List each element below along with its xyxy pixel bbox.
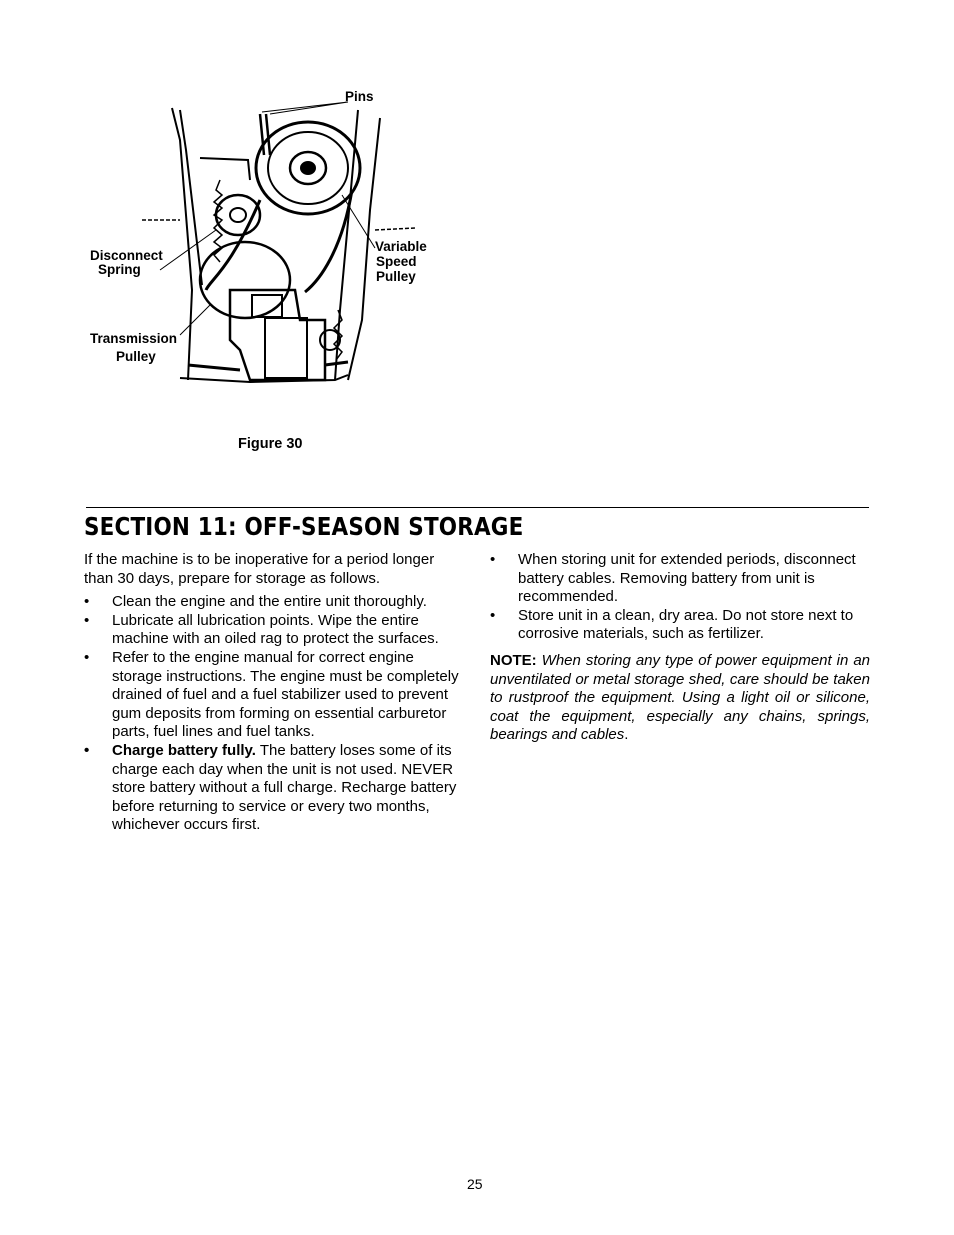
bullet-icon: •	[84, 611, 90, 629]
list-item	[490, 551, 870, 607]
callout-variable-speed-pulley-line3: Pulley	[376, 269, 416, 284]
callout-pins: Pins	[345, 89, 374, 104]
list-item-text: Lubricate all lubrication points. Wipe the entire machine with an oiled rag to protect the surfaces.	[112, 611, 439, 648]
list-item	[490, 607, 870, 644]
frame-crossbar	[200, 158, 250, 180]
callout-transmission-pulley-line1: Transmission	[90, 331, 178, 346]
list-item-text: The battery loses some of its charge each day when the unit is not used. NEVER store battery without a full charge. Recharge battery before returning to service or every two months, whichever occurs first.	[112, 741, 457, 834]
callout-transmission-pulley-line2: Pulley	[116, 349, 156, 364]
list-item	[84, 612, 464, 649]
transmission-housing	[230, 290, 325, 380]
list-item	[84, 593, 464, 612]
bullet-icon: •	[84, 593, 90, 611]
list-item-lead: Charge battery fully.	[112, 741, 256, 759]
list-item-text: Refer to the engine manual for correct engine storage instructions. The engine must be completely drained of fuel and a fuel stabilizer used to prevent gum deposits from forming on essential carburetor parts, fuel lines and fuel tanks.	[112, 648, 459, 741]
list-item-text: Store unit in a clean, dry area. Do not store next to corrosive materials, such as fertilizer.	[518, 606, 854, 643]
list-item-text: Clean the engine and the entire unit thoroughly.	[112, 593, 427, 611]
list-item	[84, 742, 464, 835]
bullet-icon: •	[84, 741, 90, 759]
note-text: When storing any type of power equipment in an unventilated or metal storage shed, care should be taken to rustproof the equipment. Using a light oil or silicone, coat the equipment, especially any chains, springs, bearings and cables	[490, 651, 870, 744]
callout-variable-speed-pulley-line2: Speed	[376, 254, 417, 269]
leader-pins	[262, 102, 348, 114]
left-column	[84, 551, 464, 835]
bullet-icon: •	[490, 551, 496, 568]
storage-steps-list	[84, 593, 464, 835]
note-paragraph	[490, 652, 870, 745]
figure-30	[80, 80, 450, 470]
callout-variable-speed-pulley-line1: Variable	[375, 239, 427, 254]
section-title: SECTION 11: OFF-SEASON STORAGE	[84, 512, 524, 541]
page-number: 25	[467, 1176, 483, 1192]
list-item-text: When storing unit for extended periods, disconnect battery cables. Removing battery from unit is recommended.	[518, 551, 856, 606]
list-item	[84, 649, 464, 742]
bullet-icon: •	[490, 606, 496, 624]
figure-caption: Figure 30	[238, 436, 303, 452]
note-label: NOTE:	[490, 651, 537, 669]
callout-disconnect-spring-line2: Spring	[98, 262, 141, 277]
leader-transmission-pulley	[180, 305, 210, 335]
intro-paragraph: If the machine is to be inoperative for a period longer than 30 days, prepare for storage as follows.	[84, 551, 435, 587]
callout-disconnect-spring-line1: Disconnect	[90, 248, 163, 263]
note-end: .	[624, 726, 629, 744]
storage-steps-list-continued	[490, 551, 870, 644]
left-frame-rail-inner	[180, 110, 202, 285]
bullet-icon: •	[84, 648, 90, 666]
section-divider	[86, 507, 869, 508]
right-column	[490, 551, 870, 745]
